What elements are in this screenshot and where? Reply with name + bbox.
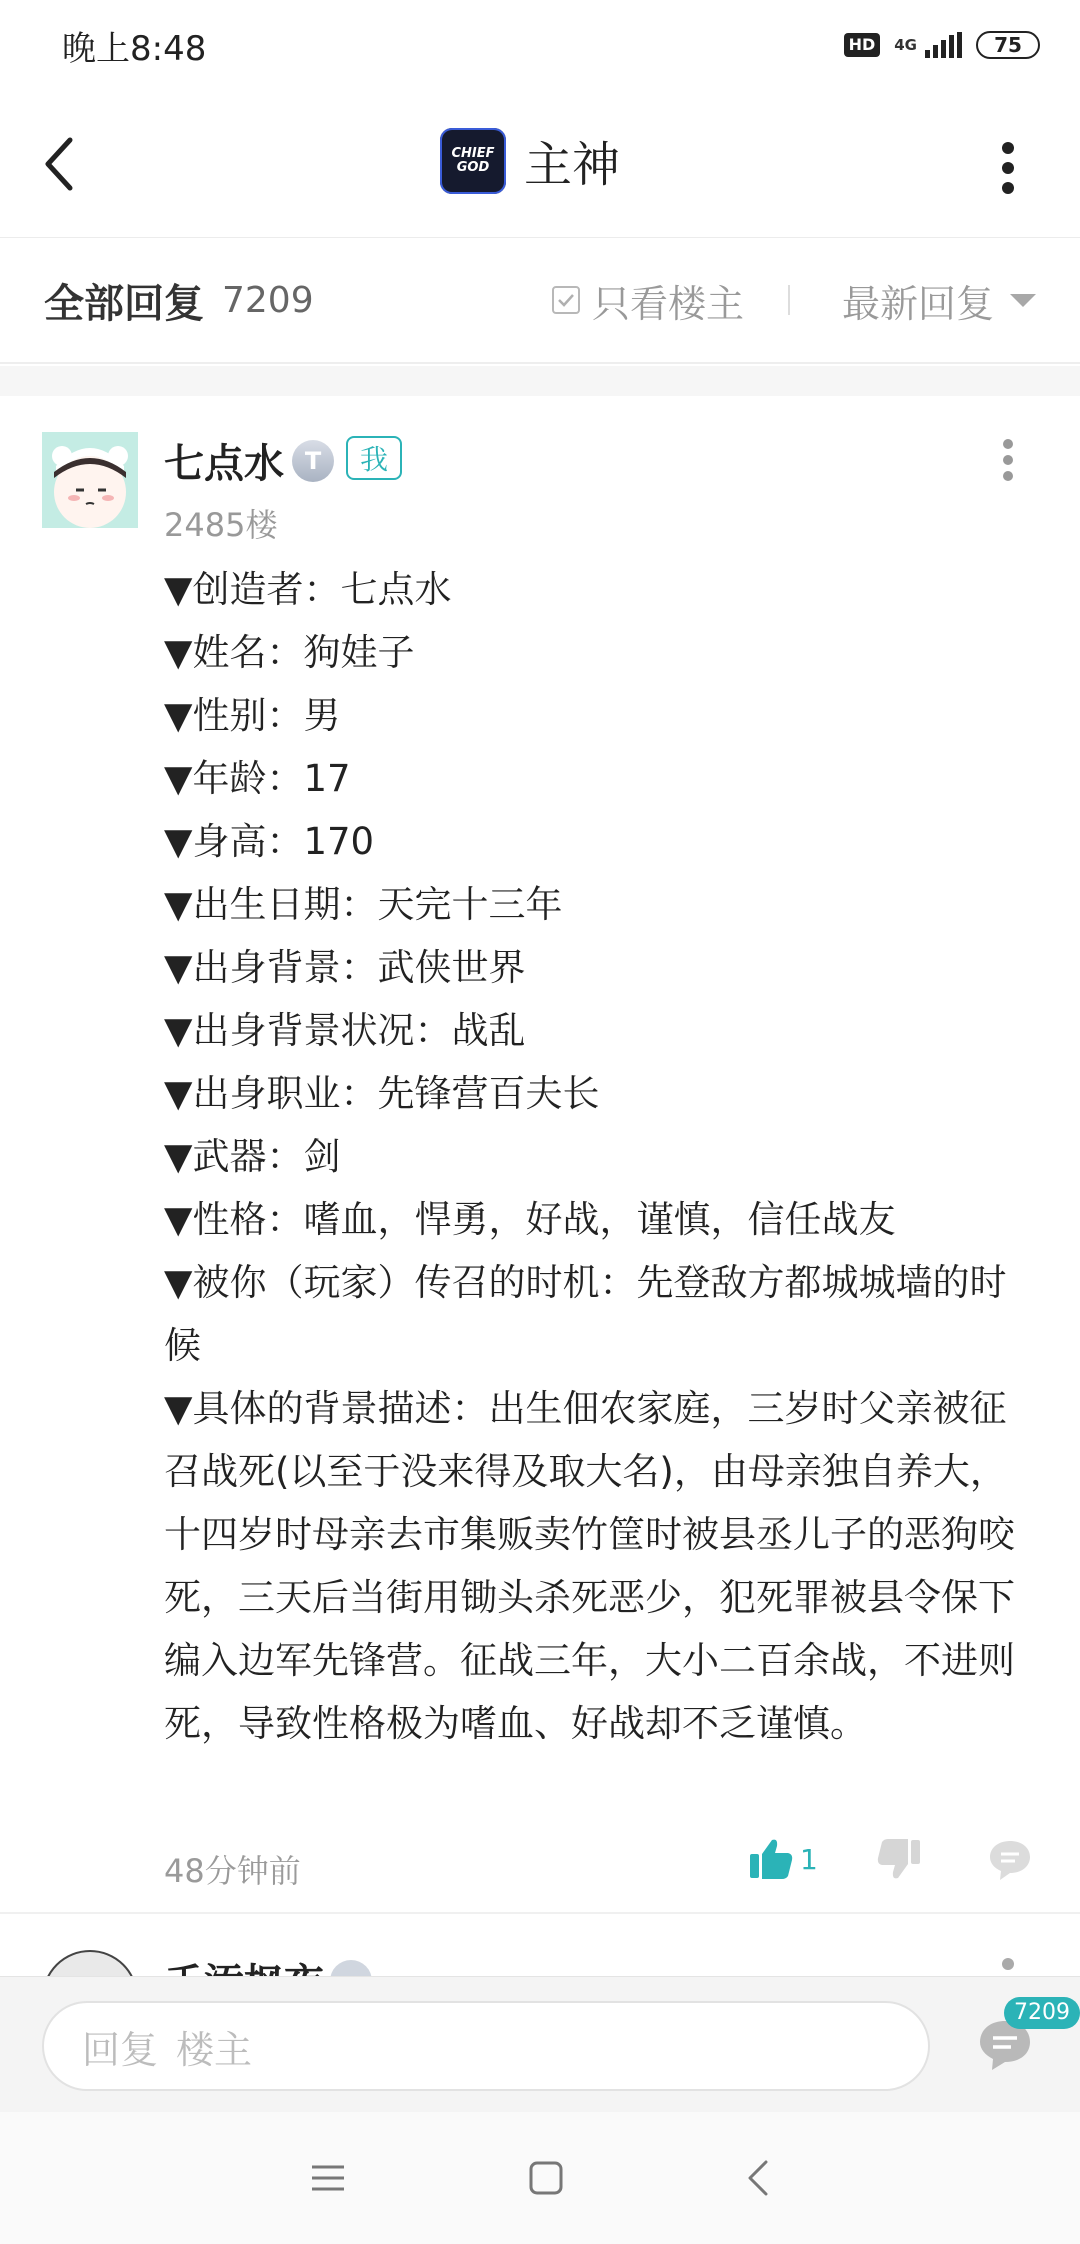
forum-name: 主神: [524, 137, 621, 193]
status-bar: [0, 0, 1080, 90]
back-arrow-icon: [40, 132, 80, 196]
forum-logo: CHIEF GOD: [440, 128, 506, 194]
post-line: ▼出身背景：武侠世界: [164, 946, 526, 989]
forum-title[interactable]: [440, 126, 620, 195]
dislike-button[interactable]: [876, 1836, 922, 1886]
home-icon[interactable]: [528, 2160, 564, 2196]
reply-input[interactable]: [42, 2001, 930, 2091]
comment-icon: [988, 1838, 1032, 1882]
reply-count: 7209: [222, 279, 314, 321]
back-icon[interactable]: [744, 2158, 772, 2198]
section-gap: [0, 366, 1080, 396]
status-icons: [844, 31, 1040, 59]
username[interactable]: 七点水: [164, 441, 284, 487]
like-button[interactable]: [748, 1836, 818, 1882]
next-post: [0, 1918, 1080, 1978]
post-line: ▼出身背景状况：战乱: [164, 1009, 526, 1052]
post-content: [164, 558, 1034, 1755]
post-line: ▼性别：男: [164, 694, 341, 737]
system-nav-bar: [0, 2112, 1080, 2244]
comment-count-badge: 7209: [1004, 1997, 1080, 2029]
post-line: ▼创造者：七点水: [164, 568, 452, 611]
status-time: 晚上8:48: [62, 28, 207, 69]
post-line: ▼出生日期：天完十三年: [164, 883, 563, 926]
reply-bar: [0, 1976, 1080, 2112]
checkbox-icon: [552, 286, 580, 314]
more-vertical-icon: [996, 138, 1020, 198]
post-line: ▼出身职业：先锋营百夫长: [164, 1072, 600, 1115]
divider: [788, 285, 790, 315]
post-line: ▼姓名：狗娃子: [164, 631, 415, 674]
hd-icon: HD: [844, 33, 881, 57]
battery-level: 75: [994, 33, 1022, 57]
chevron-down-icon: [1010, 294, 1036, 307]
reply-placeholder: 楼主: [176, 2027, 253, 2072]
post-more-button[interactable]: [996, 436, 1020, 484]
signal-icon: [925, 32, 962, 58]
back-button[interactable]: [40, 132, 100, 198]
reply-prefix: 回复: [82, 2027, 159, 2072]
post-line: ▼身高：170: [164, 820, 375, 863]
menu-icon[interactable]: [308, 2162, 348, 2194]
post: [0, 396, 1080, 1916]
nav-bar: [0, 90, 1080, 238]
only-op-label: 只看楼主: [591, 281, 744, 326]
all-replies-label: 全部回复: [44, 280, 204, 327]
only-op-toggle[interactable]: [552, 273, 744, 328]
me-badge: 我: [346, 436, 402, 480]
post-line: ▼被你（玩家）传召的时机：先登敌方都城城墙的时候: [164, 1261, 1007, 1367]
battery-icon: [976, 31, 1040, 59]
more-vertical-icon: [996, 436, 1020, 484]
like-count: 1: [800, 1842, 818, 1876]
comment-button[interactable]: [988, 1838, 1032, 1886]
avatar[interactable]: [42, 432, 138, 528]
post-line: ▼武器：剑: [164, 1135, 341, 1178]
network-type: 4G: [894, 36, 917, 54]
post-divider: [0, 1912, 1080, 1914]
thumbs-up-icon: [748, 1836, 794, 1882]
post-time: 48分钟前: [164, 1852, 301, 1890]
sort-dropdown[interactable]: [842, 273, 1036, 328]
thumbs-down-icon: [876, 1836, 922, 1882]
sort-label: 最新回复: [841, 281, 994, 326]
post-line: ▼性格：嗜血，悍勇，好战，谨慎，信任战友: [164, 1198, 896, 1241]
avatar-image: [42, 432, 138, 528]
floor-number: 2485楼: [164, 506, 278, 544]
post-line: ▼年龄：17: [164, 757, 351, 800]
more-button[interactable]: [996, 138, 1020, 198]
more-vertical-icon[interactable]: [1002, 1958, 1014, 1970]
level-badge: T: [292, 440, 334, 482]
filter-bar: [0, 238, 1080, 364]
post-line: ▼具体的背景描述：出生佃农家庭，三岁时父亲被征召战死(以至于没来得及取大名)，由母亲独自养大，十四岁时母亲去市集贩卖竹筐时被县丞儿子的恶狗咬死，三天后当街用锄头杀死恶少，犯死罪被县令保下编入边军先锋营。征战三年，大小二百余战，不进则死，导致性格极为嗜血、好战却不乏谨慎。: [164, 1387, 1015, 1745]
